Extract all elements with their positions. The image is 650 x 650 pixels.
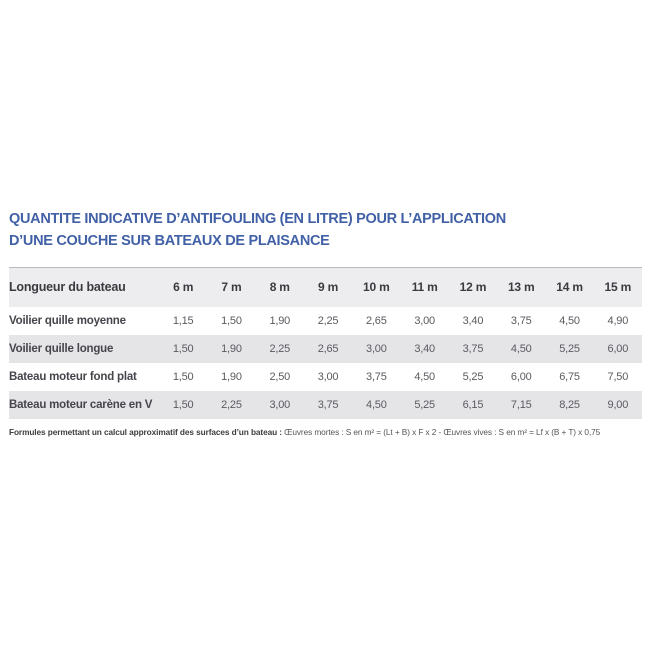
value-cell: 6,15 (462, 398, 484, 411)
page-title-line2: D’UNE COUCHE SUR BATEAUX DE PLAISANCE (9, 233, 330, 249)
value-cell: 7,50 (607, 370, 629, 383)
value-cell: 2,25 (269, 342, 291, 355)
antifouling-section (9, 208, 642, 437)
value-cell: 5,25 (414, 398, 435, 411)
value-cell: 3,75 (510, 314, 532, 327)
column-header: 11 m (411, 280, 438, 295)
value-cell: 2,50 (269, 370, 291, 383)
value-cell: 6,00 (607, 342, 629, 355)
value-cell: 1,15 (172, 314, 194, 327)
value-cell: 1,90 (221, 342, 242, 355)
value-cell: 1,90 (269, 314, 291, 327)
value-cell: 2,25 (221, 398, 242, 411)
value-cell: 2,65 (317, 342, 339, 355)
value-cell: 3,40 (462, 314, 484, 327)
table-row (9, 391, 642, 419)
column-header: 6 m (173, 280, 194, 295)
value-cell: 3,00 (414, 314, 435, 327)
page-title-line1: QUANTITE INDICATIVE D’ANTIFOULING (EN LITRE) POUR L’APPLICATION (9, 211, 506, 227)
value-cell: 3,00 (366, 342, 387, 355)
table-row (9, 335, 642, 363)
value-cell: 7,15 (510, 398, 532, 411)
value-cell: 4,50 (559, 314, 580, 327)
value-cell: 2,65 (366, 314, 387, 327)
row-label: Voilier quille moyenne (9, 314, 126, 327)
value-cell: 3,40 (414, 342, 435, 355)
value-cell: 3,75 (366, 370, 387, 383)
value-cell: 4,50 (510, 342, 532, 355)
formula-footnote (9, 427, 642, 437)
value-cell: 1,90 (221, 370, 242, 383)
column-header: 13 m (507, 280, 535, 295)
page-title (9, 208, 642, 252)
column-header: 9 m (318, 280, 339, 295)
column-header: 14 m (556, 280, 583, 295)
column-header: 7 m (221, 280, 242, 295)
value-cell: 3,75 (317, 398, 339, 411)
column-header: 10 m (363, 280, 390, 295)
value-cell: 6,00 (510, 370, 532, 383)
table-row (9, 363, 642, 391)
value-cell: 1,50 (172, 398, 194, 411)
column-header: 15 m (604, 280, 632, 295)
value-cell: 6,75 (559, 370, 580, 383)
value-cell: 4,50 (414, 370, 435, 383)
footnote-lead: Formules permettant un calcul approximatif des surfaces d’un bateau : (9, 426, 282, 437)
column-header: 8 m (269, 280, 290, 295)
value-cell: 5,25 (559, 342, 580, 355)
value-cell: 1,50 (172, 342, 194, 355)
row-label: Bateau moteur carène en V (9, 398, 153, 411)
table-row (9, 307, 642, 335)
value-cell: 3,00 (317, 370, 339, 383)
value-cell: 9,00 (607, 398, 629, 411)
value-cell: 3,75 (462, 342, 484, 355)
row-label: Voilier quille longue (9, 342, 114, 355)
antifouling-quantity-table (9, 267, 642, 419)
footnote-formulas: Œuvres mortes : S en m² = (Lt + B) x F x 2 - Œuvres vives : S en m² = Lf x (B + T) x 0,75 (281, 426, 601, 437)
value-cell: 3,00 (269, 398, 291, 411)
column-header: 12 m (459, 280, 487, 295)
table-header-label: Longueur du bateau (9, 280, 126, 295)
table-header-row (9, 268, 642, 307)
value-cell: 1,50 (172, 370, 194, 383)
table-body (9, 307, 642, 419)
value-cell: 2,25 (317, 314, 339, 327)
value-cell: 5,25 (462, 370, 484, 383)
row-label: Bateau moteur fond plat (9, 370, 137, 383)
value-cell: 4,50 (366, 398, 387, 411)
value-cell: 4,90 (607, 314, 629, 327)
value-cell: 8,25 (559, 398, 580, 411)
value-cell: 1,50 (221, 314, 242, 327)
